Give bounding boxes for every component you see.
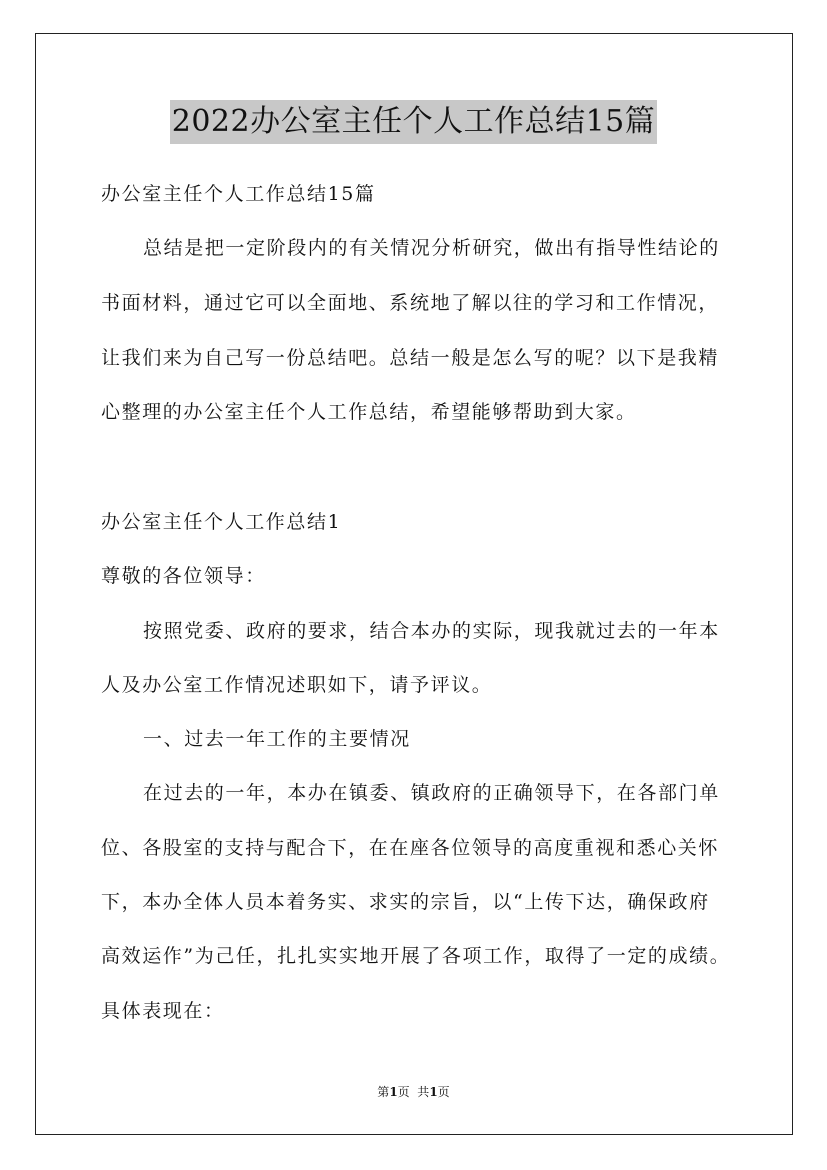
paragraph-line: 在过去的一年，本办在镇委、镇政府的正确领导下，在各部门单 [143, 782, 720, 804]
paragraph-line: 总结是把一定阶段内的有关情况分析研究，做出有指导性结论的 [143, 237, 720, 259]
page-footer [0, 1084, 827, 1100]
page-current: 1 [389, 1085, 398, 1099]
page-total: 1 [429, 1085, 438, 1099]
paragraph-line: 心整理的办公室主任个人工作总结，希望能够帮助到大家。 [101, 401, 637, 423]
subsection-heading: 一、过去一年工作的主要情况 [143, 728, 411, 750]
paragraph-line: 具体表现在： [101, 1000, 225, 1022]
page-suffix: 页 [437, 1085, 450, 1099]
paragraph-line: 高效运作”为己任，扎扎实实地开展了各项工作，取得了一定的成绩。 [101, 945, 731, 967]
paragraph-line: 下，本办全体人员本着务实、求实的宗旨，以“上传下达，确保政府 [101, 891, 710, 913]
document-title: 2022办公室主任个人工作总结15篇 [170, 100, 658, 144]
page-prefix: 第 [377, 1085, 390, 1099]
title-wrap [0, 100, 827, 144]
paragraph-line: 让我们来为自己写一份总结吧。总结一般是怎么写的呢？以下是我精 [101, 347, 720, 369]
salutation: 尊敬的各位领导： [101, 565, 266, 587]
paragraph-line: 人及办公室工作情况述职如下，请予评议。 [101, 674, 493, 696]
paragraph-line: 书面材料，通过它可以全面地、系统地了解以往的学习和工作情况， [101, 292, 720, 314]
page-mid: 页 共 [397, 1085, 430, 1099]
paragraph-line: 按照党委、政府的要求，结合本办的实际，现我就过去的一年本 [143, 620, 720, 642]
paragraph-line: 位、各股室的支持与配合下，在在座各位领导的高度重视和悉心关怀 [101, 837, 720, 859]
subtitle-line: 办公室主任个人工作总结15篇 [101, 183, 376, 205]
section-heading: 办公室主任个人工作总结1 [101, 511, 342, 533]
